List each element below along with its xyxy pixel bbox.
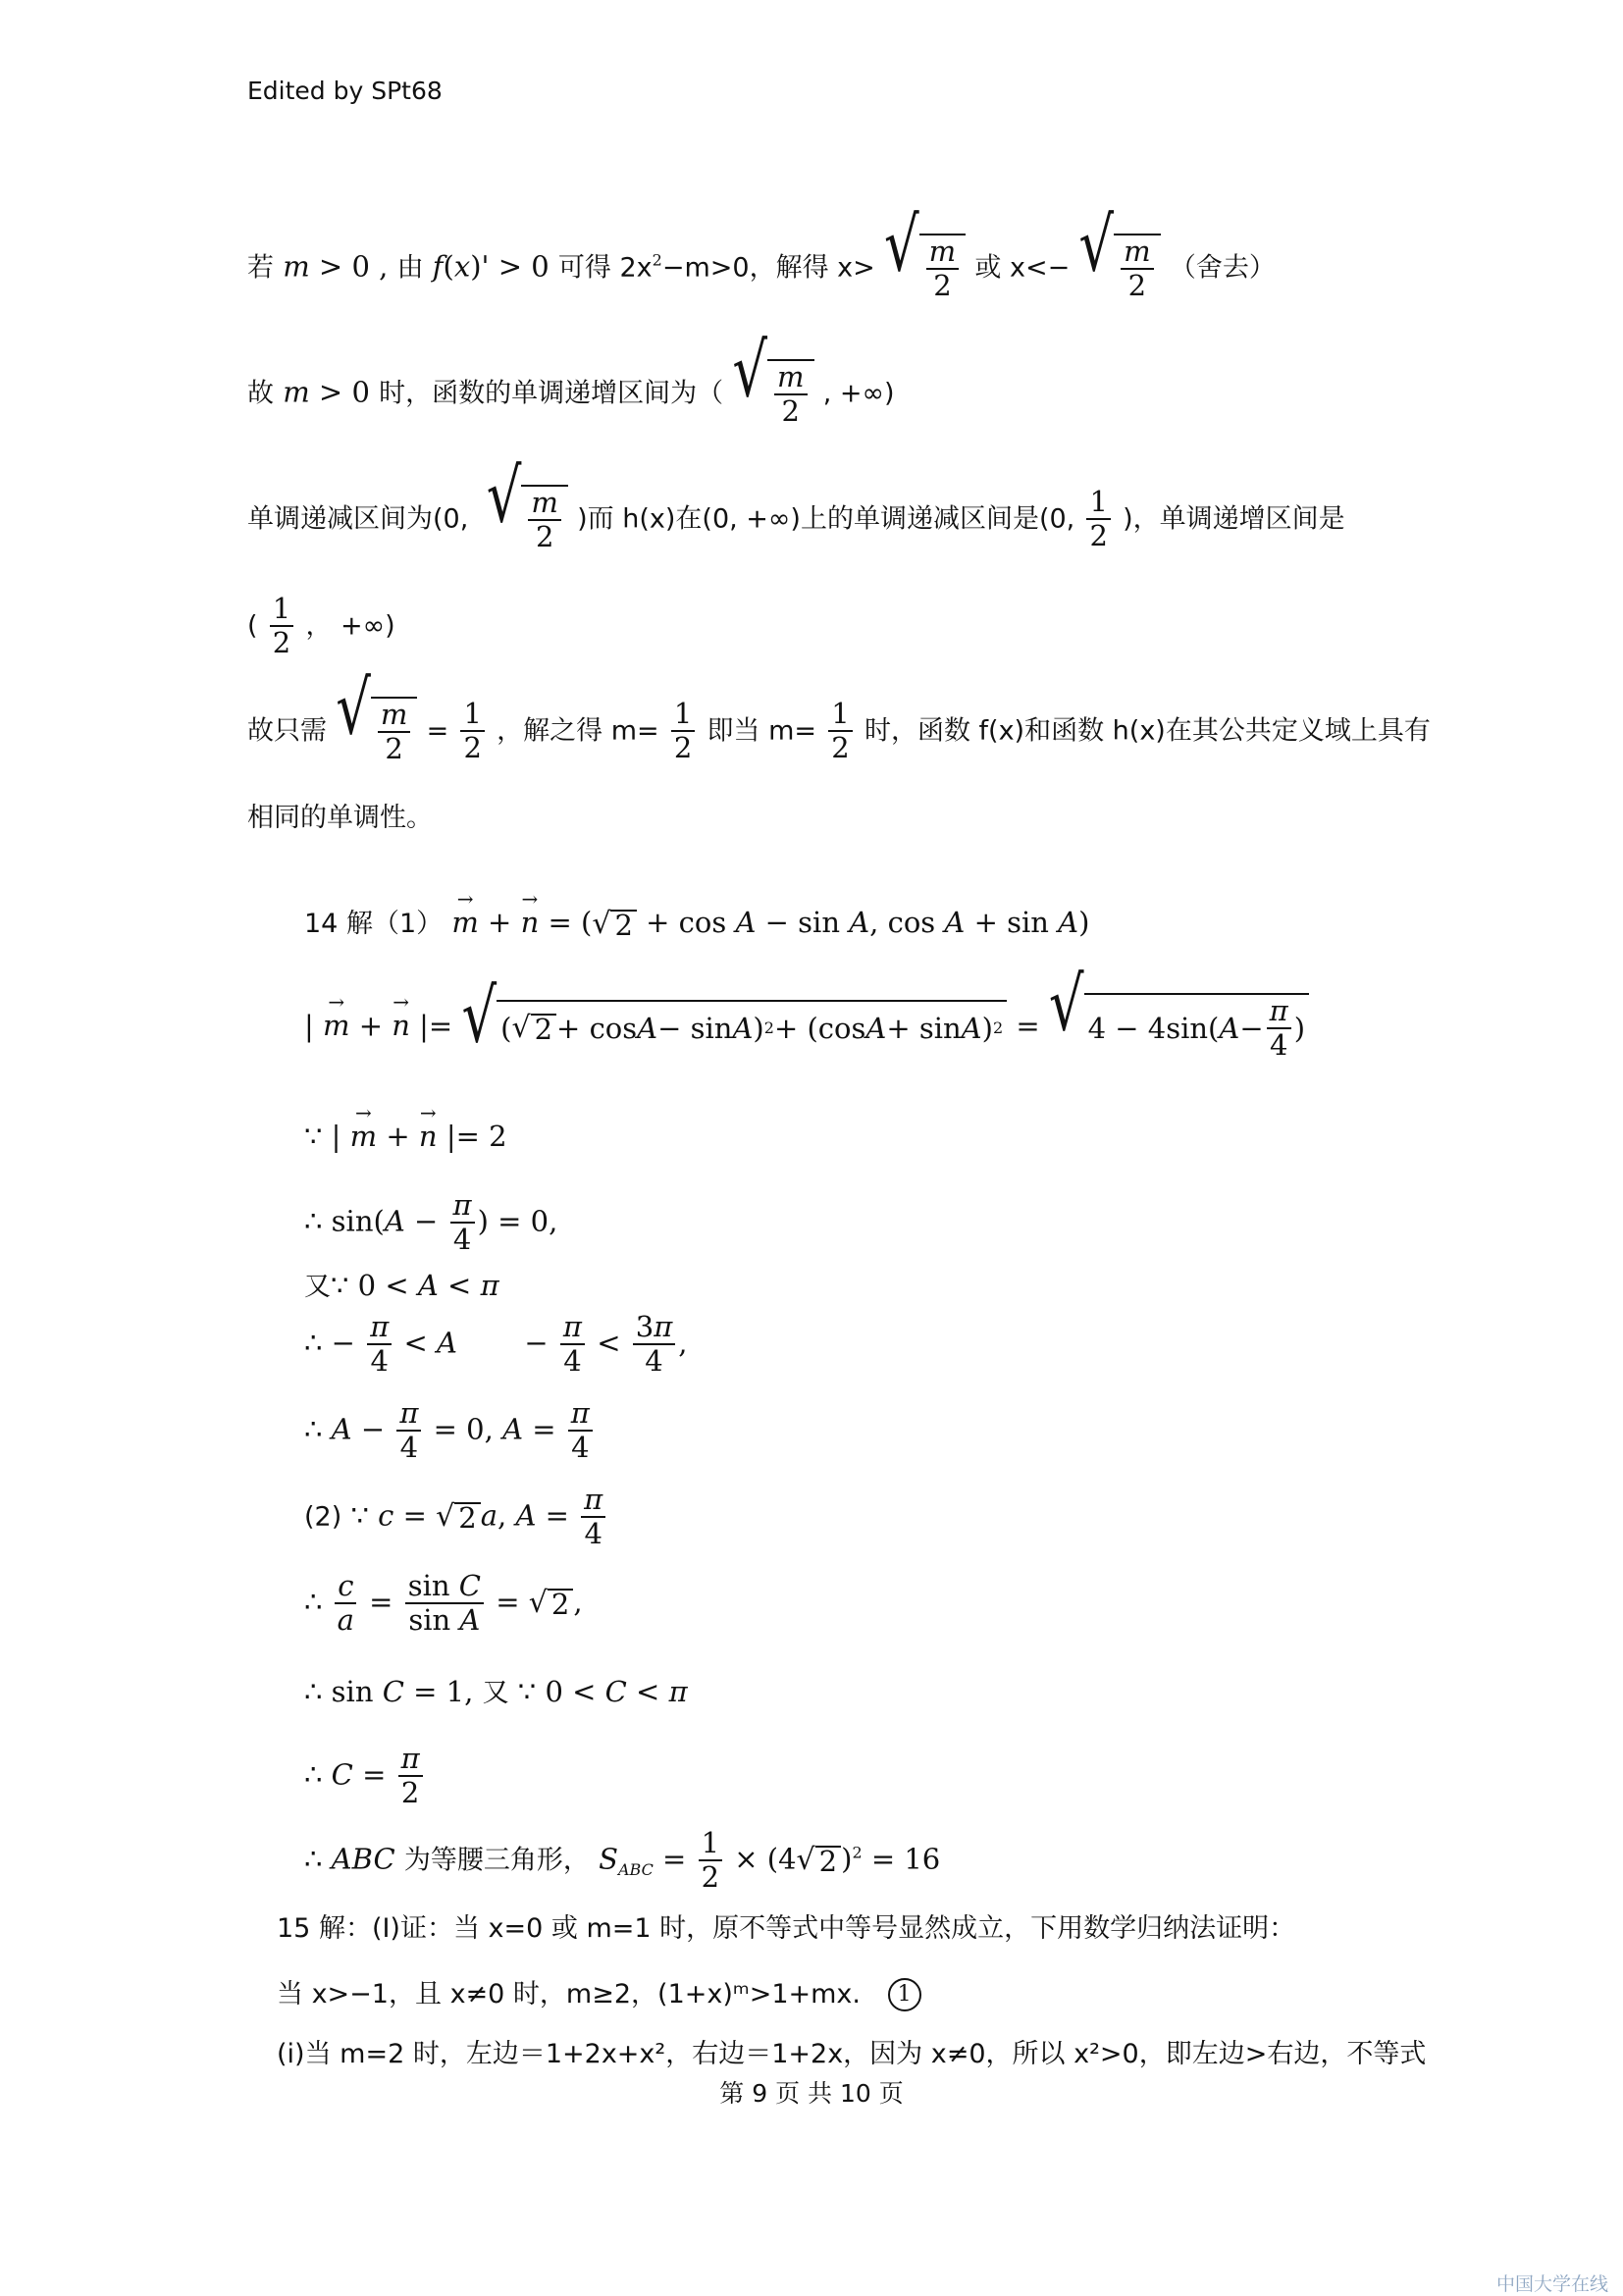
edited-by-header: Edited by SPt68 [247,77,443,105]
page-footer: 第 9 页 共 10 页 [719,2079,904,2108]
p13-l1-f: （舍去） [1169,252,1276,284]
p13-l1-e: 或 x<− [974,252,1071,284]
p13-line-2: 故 m > 0 时，函数的单调递增区间为（ √ m 2 , +∞) [247,328,895,429]
p14-line-8: (2) ∵ c = √ 2 a, A = $\frac{\pi}{4}$ [304,1484,608,1551]
site-watermark: 中国大学在线 [1496,2273,1609,2295]
p15-l2-text: 当 x>−1，且 x≠0 时，m≥2，(1+x)ᵐ>1+mx. [277,1979,861,2009]
p13-l5-b: = [426,715,449,747]
p15-line-2 [277,1978,921,2011]
p13-line-5: 故只需 √ m 2 = $\frac{1}{2}$ ，解之得 m= $\frac{1}{2}$ 即当 m= $\frac{1}{2}$ 时，函数 f(x)和函数 h(x)在其公共定义域上具有 [247,665,1431,766]
p13-l5-e: 时，函数 f(x)和函数 h(x)在其公共定义域上具有 [864,715,1431,747]
p13-l4-a: ( [247,610,258,642]
p15-line-1: 15 解：(Ⅰ)证：当 x=0 或 m=1 时，原不等式中等号显然成立，下用数学归纳法证明： [277,1913,1296,1944]
p14-line-10: ∴ sin C = 1, 又 ∵ 0 < C < π [304,1675,688,1708]
p13-l5-c: ，解之得 m= [497,715,659,747]
p14-line-1: 14 解（1） → m + → n = ( √ 2 + cos A − sin A, cos A + sin A) [304,909,1089,940]
p13-l3-c: )，单调递增区间是 [1123,503,1345,535]
p13-l4-b: ， +∞) [305,610,395,642]
p14-line-9: ∴ $\frac{c}{a}$ = $\frac{\text{sin C}}{\text{sin A}}$ = √ 2 , [304,1569,583,1638]
p14-k4: 为等腰三角形， [403,1845,590,1876]
p14-line-2: | → m + → n |= √ ( √ 2 + cos A − sin A ) 2 + (cos A + sin A ) 2 = √ 4 − 4sin( A − π 4 ) [304,993,1309,1063]
p14-k3: 又 [482,1678,509,1708]
p15-line-3: (i)当 m=2 时，左边＝1+2x+x²，右边＝1+2x，因为 x≠0，所以 x²>0，即左边>右边，不等式 [277,2039,1427,2069]
p14-line-3: ∵ | → m + → n |= 2 [304,1122,507,1151]
p13-l1-b: 由 [396,252,424,284]
p14-line-7: ∴ A − $\frac{\pi}{4}$ = 0, A = $\frac{\pi}{4}$ [304,1397,596,1465]
p13-l3-a: 单调递减区间为(0, [247,503,469,535]
p14-line-6: ∴ − $\frac{\pi}{4}$ < A − $\frac{\pi}{4}$ < $\frac{3\pi}{4}$ , [304,1310,688,1379]
p14-line-4: ∴ sin(A − $\frac{\pi}{4}$ ) = 0, [304,1188,558,1257]
p14-line-5: 又∵ 0 < A < π [304,1269,499,1302]
p13-line-1: 若 m > 0 , 由 f(x)' > 0 可得 $2x^2-m>0$，解得 x> √ m 2 或 x<− √ m 2 （舍去） [247,202,1276,303]
p13-l3-b: )而 h(x)在(0, +∞)上的单调递减区间是(0, [577,503,1075,535]
p14-line-11: ∴ C = $\frac{\pi}{2}$ [304,1743,426,1810]
p13-l2-c: , +∞) [822,378,895,409]
p13-l1-d: −m>0，解得 x> [661,252,875,284]
p13-l5-a: 故只需 [247,715,327,747]
p13-line-6: 相同的单调性。 [247,803,433,833]
p13-l1-a: 若 [247,252,274,284]
p13-l2-b: 时，函数的单调递增区间为（ [379,378,724,409]
p13-line-4: ( $\frac{1}{2}$ ， +∞) [247,592,395,660]
p14-k1: 又 [304,1272,331,1302]
p13-line-3: 单调递减区间为(0, √ m 2 )而 h(x)在(0, +∞)上的单调递减区间是(0, $\frac{1}{2}$ )，单调递增区间是 [247,453,1345,554]
circled-number-1: 1 [888,1978,921,2011]
p13-l5-d: 即当 m= [707,715,817,747]
p14-intro: 14 解（1） [304,909,444,939]
p14-line-12: ∴ ABC 为等腰三角形， $S_{ABC}$ = $\frac{1}{2}$ × (4 √ 2 )$^2$ = 16 [304,1826,941,1895]
p14-k2: (2) [304,1501,342,1533]
p13-l2-a: 故 [247,378,274,409]
p13-l1-c: 可得 2x [557,252,653,284]
